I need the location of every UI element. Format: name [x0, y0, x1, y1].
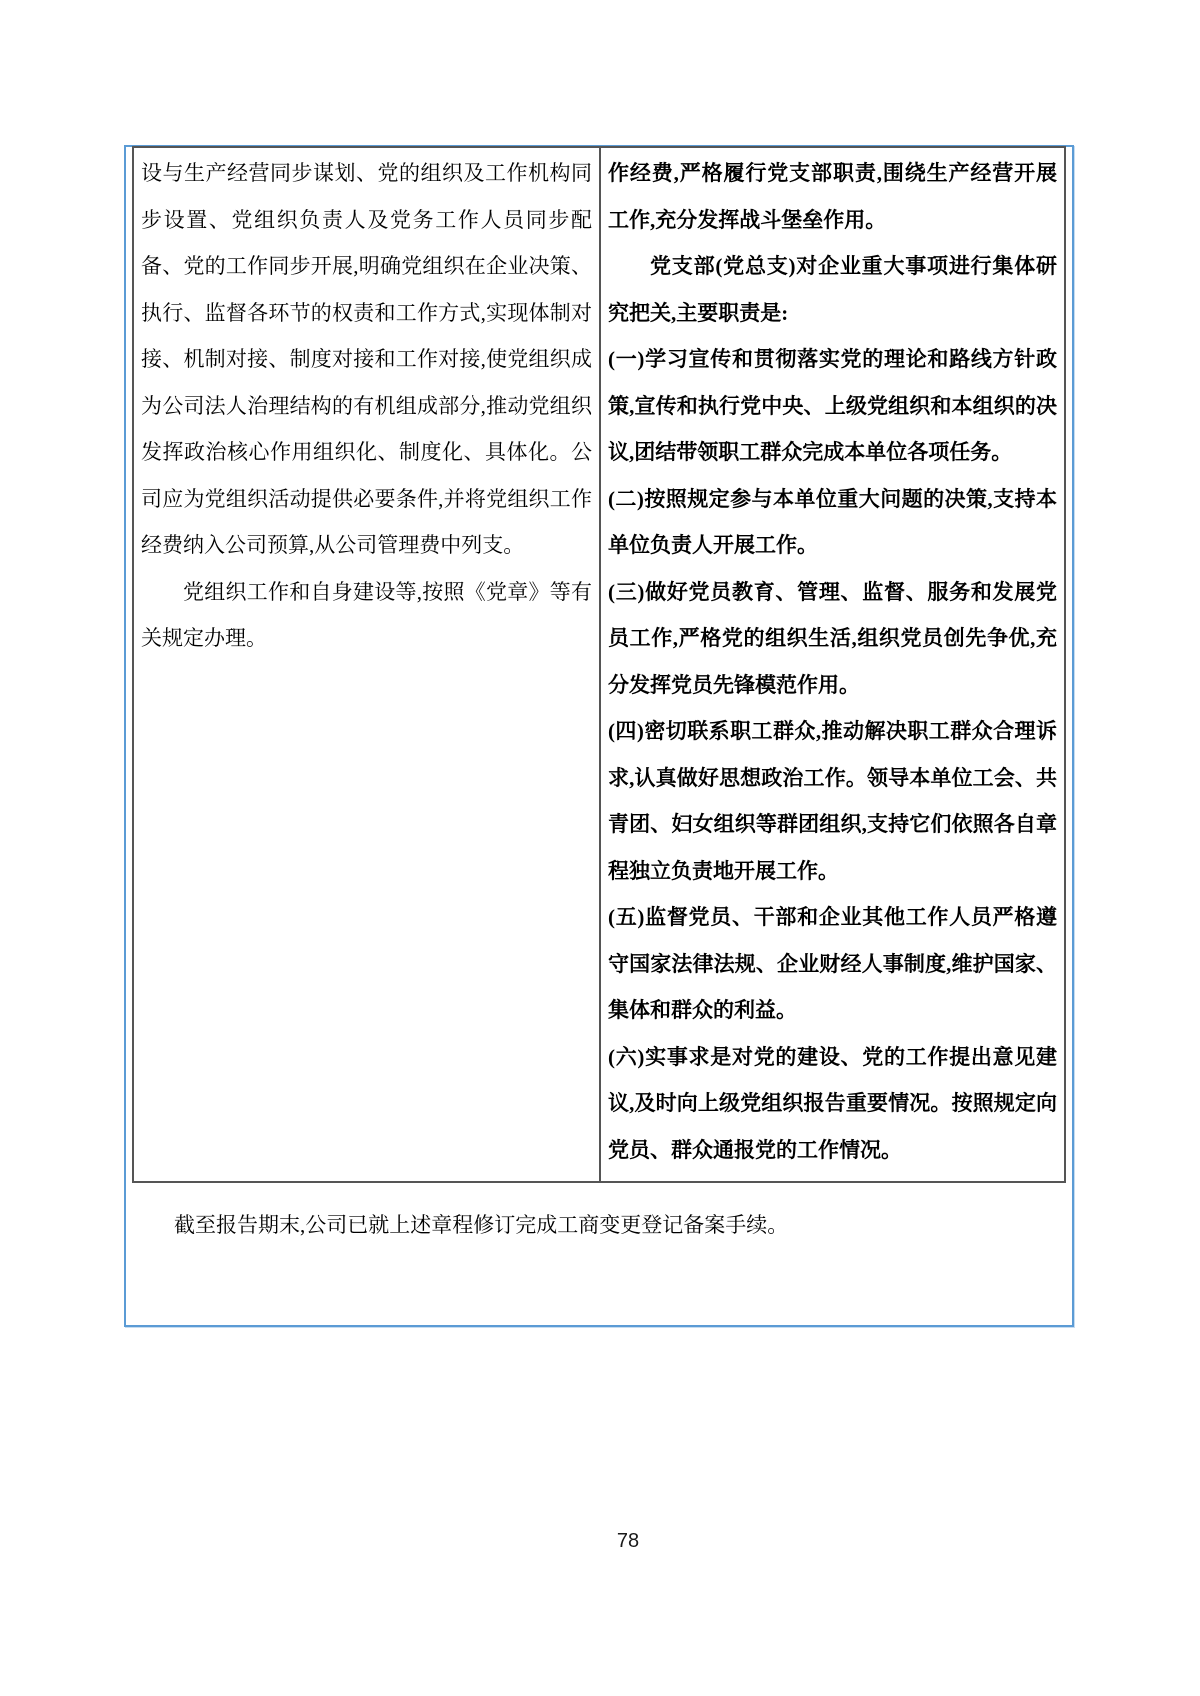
paragraph: 作经费,严格履行党支部职责,围绕生产经营开展工作,充分发挥战斗堡垒作用。 — [608, 161, 1057, 232]
paragraph: (二)按照规定参与本单位重大问题的决策,支持本单位负责人开展工作。 — [608, 486, 1057, 557]
paragraph: (五)监督党员、干部和企业其他工作人员严格遵守国家法律法规、企业财经人事制度,维护国家、集体和群众的利益。 — [608, 905, 1057, 1022]
paragraph: 党支部(党总支)对企业重大事项进行集体研究把关,主要职责是: — [608, 254, 1057, 325]
paragraph: 设与生产经营同步谋划、党的组织及工作机构同步设置、党组织负责人及党务工作人员同步配备、党的工作同步开展,明确党组织在企业决策、执行、监督各环节的权责和工作方式,实现体制对接、机制对接、制度对接和工作对接,使党组织成为公司法人治理结构的有机组成部分,推动党组织发挥政治核心作用组织化、制度化、具体化。公司应为党组织活动提供必要条件,并将党组织工作经费纳入公司预算,从公司管理费中列支。 — [141, 161, 592, 557]
paragraph: (六)实事求是对党的建设、党的工作提出意见建议,及时向上级党组织报告重要情况。按照规定向党员、群众通报党的工作情况。 — [608, 1044, 1057, 1162]
page-number: 78 — [616, 1530, 640, 1552]
paragraph: (四)密切联系职工群众,推动解决职工群众合理诉求,认真做好思想政治工作。领导本单位工会、共青团、妇女组织等群团组织,支持它们依照各自章程独立负责地开展工作。 — [608, 719, 1057, 883]
table-cell-right — [599, 148, 1064, 1181]
registration-note: 截至报告期末,公司已就上述章程修订完成工商变更登记备案手续。 — [174, 1213, 789, 1237]
paragraph: (一)学习宣传和贯彻落实党的理论和路线方针政策,宣传和执行党中央、上级党组织和本组织的决议,团结带领职工群众完成本单位各项任务。 — [608, 347, 1057, 464]
paragraph: (三)做好党员教育、管理、监督、服务和发展党员工作,严格党的组织生活,组织党员创先争优,充分发挥党员先锋模范作用。 — [608, 579, 1057, 697]
paragraph: 党组织工作和自身建设等,按照《党章》等有关规定办理。 — [141, 579, 592, 650]
charter-amendment-box — [124, 145, 1074, 1327]
table-cell-left — [134, 148, 599, 1181]
charter-table — [132, 146, 1066, 1183]
